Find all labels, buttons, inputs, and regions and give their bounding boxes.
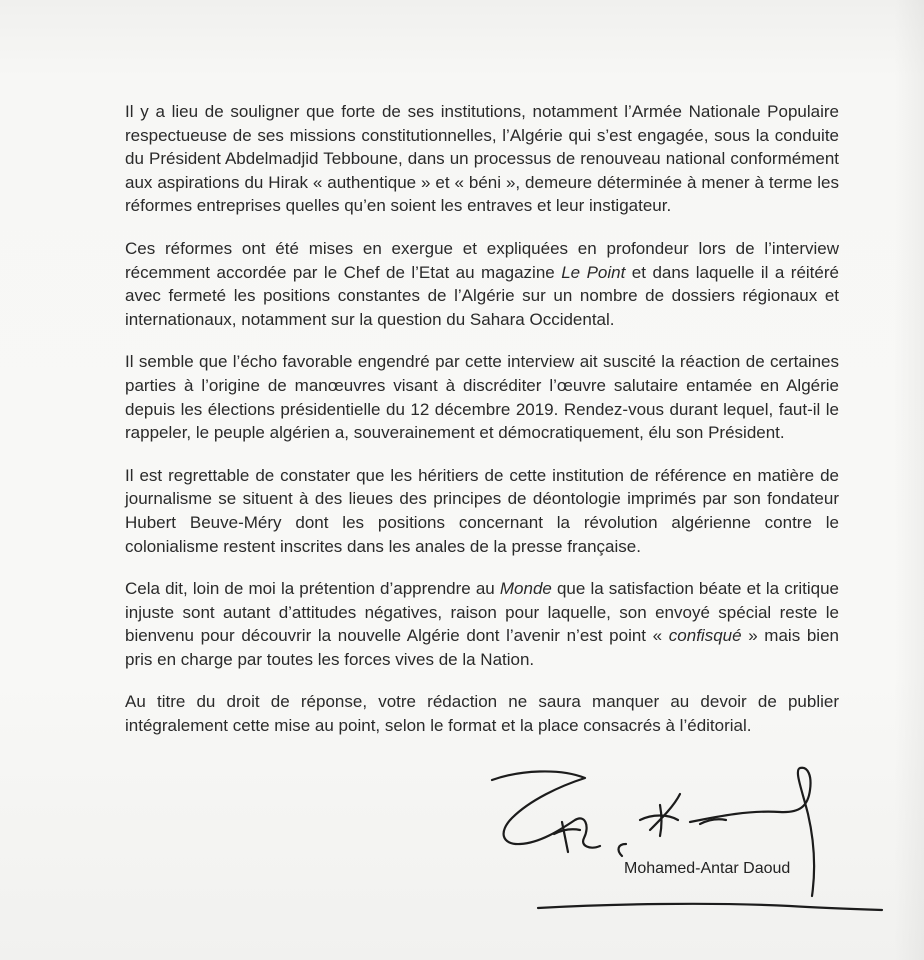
- handwritten-signature: [490, 760, 890, 930]
- paragraph-2-text-b: et dans laquelle il a réitéré avec fermeté les positions constantes de l’Algérie sur un nombre de dossiers régionaux et internationaux, notamment sur la question du Sahara Occidental.: [125, 262, 839, 329]
- paragraph-2-text-a: Ces réformes ont été mises en exergue et expliquées en profondeur lors de l’interview récemment accordée par le Chef de l’Etat au magazine: [125, 238, 839, 282]
- paragraph-2: [125, 237, 839, 331]
- paragraph-4-text: Il est regrettable de constater que les héritiers de cette institution de référence en matière de journalisme se situent à des lieues des principes de déontologie imprimés par son fondateur Hubert Beuve-Méry dont les positions concernant la révolution algérienne contre le colonialisme restent inscrites dans les anales de la presse française.: [125, 465, 839, 556]
- paragraph-4: [125, 464, 839, 558]
- paragraph-5-text-b: que la satisfaction béate et la critique injuste sont autant d’attitudes négatives, raison pour laquelle, son envoyé spécial reste le bienvenu pour découvrir la nouvelle Algérie dont l’avenir n’est point «: [125, 579, 840, 646]
- signature-block: [490, 760, 890, 930]
- quoted-word: confisqué: [668, 626, 742, 646]
- paragraph-1-text: Il y a lieu de souligner que forte de ses institutions, notamment l’Armée Nationale Populaire respectueuse de ses missions constitutionnelles, l’Algérie qui s’est engagée, sous la conduite du Président Abdelmadjid Tebboune, dans un processus de renouveau national conformément aux aspirations du Hirak « authentique » et « béni », demeure déterminée à mener à terme les réformes entreprises quelles qu’en soient les entraves et leur instigateur.: [125, 102, 839, 216]
- signatory-name: Mohamed-Antar Daoud: [624, 860, 791, 877]
- paragraph-1: [125, 100, 839, 218]
- letter-body: [125, 100, 839, 738]
- paragraph-6: [125, 690, 839, 737]
- newspaper-title: Monde: [499, 579, 552, 599]
- paragraph-6-text: Au titre du droit de réponse, votre rédaction ne saura manquer au devoir de publier intégralement cette mise au point, selon le format et la place consacrés à l’éditorial.: [125, 692, 839, 736]
- paragraph-5: [125, 577, 839, 671]
- paragraph-3: [125, 350, 839, 444]
- paragraph-5-text-c: » mais bien pris en charge par toutes les forces vives de la Nation.: [125, 626, 839, 669]
- magazine-title: Le Point: [561, 262, 626, 282]
- paragraph-3-text: Il semble que l’écho favorable engendré par cette interview ait suscité la réaction de certaines parties à l’origine de manœuvres visant à discréditer l’œuvre salutaire entamée en Algérie depuis les élections présidentielle du 12 décembre 2019. Rendez-vous durant lequel, faut-il le rappeler, le peuple algérien a, souverainement et démocratiquement, élu son Président.: [125, 352, 839, 443]
- page-edge-shadow: [894, 0, 924, 960]
- paragraph-5-text-a: Cela dit, loin de moi la prétention d’apprendre au: [125, 579, 500, 599]
